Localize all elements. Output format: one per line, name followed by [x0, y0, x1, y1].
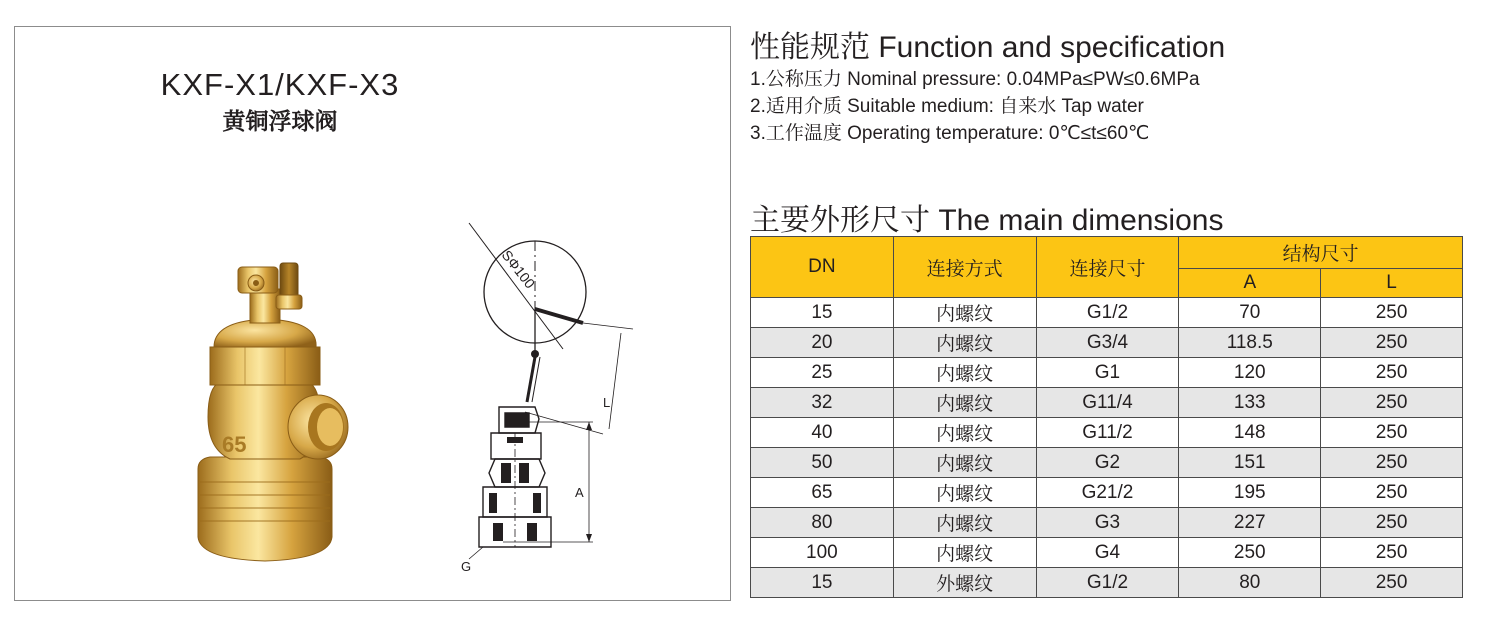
l-cell: 250	[1321, 418, 1463, 448]
l-cell: 250	[1321, 538, 1463, 568]
l-cell: 250	[1321, 478, 1463, 508]
table-row	[751, 298, 1463, 328]
dn-cell: 50	[751, 448, 894, 478]
dn-cell: 20	[751, 328, 894, 358]
a-cell: 250	[1179, 538, 1321, 568]
l-cell: 250	[1321, 508, 1463, 538]
thread-label: G	[461, 559, 472, 574]
table-row	[751, 328, 1463, 358]
table-row	[751, 388, 1463, 418]
a-cell: 118.5	[1179, 328, 1321, 358]
product-panel	[14, 26, 731, 601]
size-cell: G1	[1036, 358, 1179, 388]
size-cell: G21/2	[1036, 478, 1179, 508]
connection-cell: 内螺纹	[893, 508, 1036, 538]
size-cell: G11/4	[1036, 388, 1179, 418]
header-dn: DN	[751, 237, 894, 298]
connection-cell: 内螺纹	[893, 478, 1036, 508]
header-a: A	[1179, 269, 1321, 298]
dn-cell: 32	[751, 388, 894, 418]
size-cell: G11/2	[1036, 418, 1179, 448]
dimensions-table	[750, 236, 1463, 598]
size-cell: G1/2	[1036, 298, 1179, 328]
size-cell: G3/4	[1036, 328, 1179, 358]
spec-area	[750, 0, 1490, 635]
a-cell: 133	[1179, 388, 1321, 418]
table-row	[751, 358, 1463, 388]
table-row	[751, 478, 1463, 508]
l-cell: 250	[1321, 328, 1463, 358]
dimensions-body	[751, 298, 1463, 598]
connection-cell: 外螺纹	[893, 568, 1036, 598]
height-label: A	[575, 485, 584, 500]
connection-cell: 内螺纹	[893, 418, 1036, 448]
length-label: L	[603, 395, 611, 410]
dn-cell: 40	[751, 418, 894, 448]
l-cell: 250	[1321, 388, 1463, 418]
dn-cell: 100	[751, 538, 894, 568]
dn-cell: 65	[751, 478, 894, 508]
dimensions-title: 主要外形尺寸 The main dimensions	[750, 204, 1224, 237]
table-row	[751, 568, 1463, 598]
connection-cell: 内螺纹	[893, 328, 1036, 358]
table-row	[751, 418, 1463, 448]
header-size: 连接尺寸	[1036, 237, 1179, 298]
l-cell: 250	[1321, 568, 1463, 598]
connection-cell: 内螺纹	[893, 538, 1036, 568]
product-photo	[180, 237, 380, 572]
dn-cell: 80	[751, 508, 894, 538]
ball-diameter-label: SΦ100	[498, 246, 539, 292]
a-cell: 148	[1179, 418, 1321, 448]
spec-pressure: 1.公称压力 Nominal pressure: 0.04MPa≤PW≤0.6MPa	[750, 69, 1200, 90]
a-cell: 227	[1179, 508, 1321, 538]
size-cell: G1/2	[1036, 568, 1179, 598]
spec-temperature: 3.工作温度 Operating temperature: 0℃≤t≤60℃	[750, 123, 1150, 144]
table-row	[751, 508, 1463, 538]
size-cell: G4	[1036, 538, 1179, 568]
a-cell: 120	[1179, 358, 1321, 388]
l-cell: 250	[1321, 448, 1463, 478]
connection-cell: 内螺纹	[893, 388, 1036, 418]
connection-cell: 内螺纹	[893, 448, 1036, 478]
a-cell: 80	[1179, 568, 1321, 598]
spec-list	[750, 66, 1200, 147]
dn-cell: 15	[751, 568, 894, 598]
header-structure: 结构尺寸	[1179, 237, 1463, 269]
header-l: L	[1321, 269, 1463, 298]
size-cell: G3	[1036, 508, 1179, 538]
technical-drawing	[443, 197, 643, 577]
a-cell: 70	[1179, 298, 1321, 328]
model-title: KXF-X1/KXF-X3	[160, 67, 400, 102]
l-cell: 250	[1321, 358, 1463, 388]
a-cell: 151	[1179, 448, 1321, 478]
a-cell: 195	[1179, 478, 1321, 508]
product-name: 黄铜浮球阀	[222, 108, 338, 134]
connection-cell: 内螺纹	[893, 298, 1036, 328]
header-connection: 连接方式	[893, 237, 1036, 298]
table-row	[751, 448, 1463, 478]
spec-medium: 2.适用介质 Suitable medium: 自来水 Tap water	[750, 96, 1144, 117]
size-cell: G2	[1036, 448, 1179, 478]
connection-cell: 内螺纹	[893, 358, 1036, 388]
dn-cell: 25	[751, 358, 894, 388]
function-title: 性能规范 Function and specification	[750, 31, 1226, 64]
dn-cell: 15	[751, 298, 894, 328]
l-cell: 250	[1321, 298, 1463, 328]
body-mark: 65	[222, 432, 247, 457]
table-row	[751, 538, 1463, 568]
